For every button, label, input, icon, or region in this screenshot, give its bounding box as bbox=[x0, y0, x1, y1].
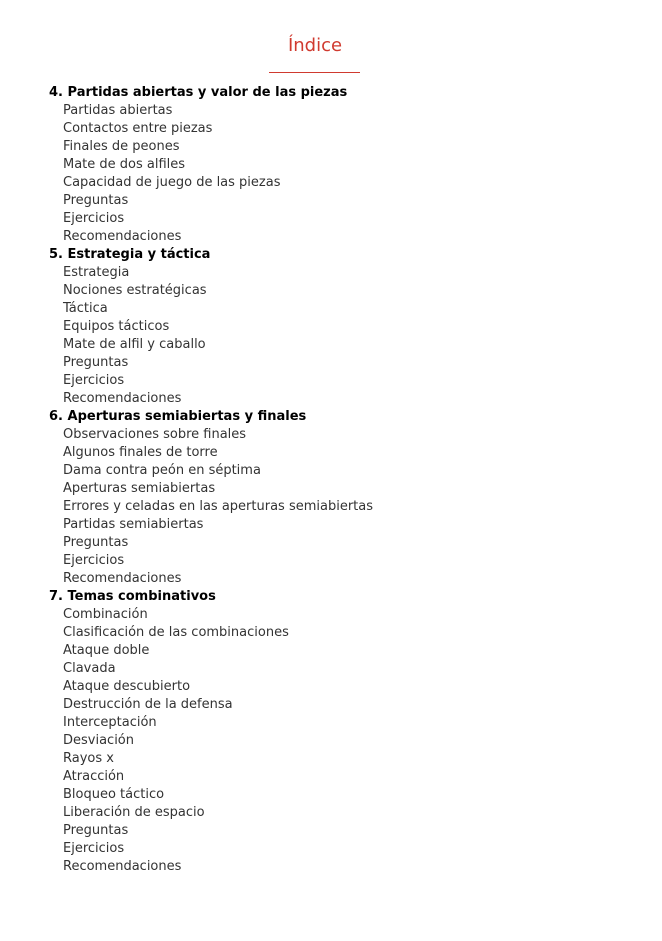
chapter bbox=[49, 588, 373, 876]
toc-entry[interactable]: Liberación de espacio bbox=[63, 805, 205, 820]
toc-entry[interactable]: Equipos tácticos bbox=[63, 319, 170, 334]
toc-entry[interactable]: Ejercicios bbox=[63, 553, 125, 568]
toc-entry[interactable]: Rayos x bbox=[63, 751, 114, 766]
toc-entry[interactable]: Preguntas bbox=[63, 823, 129, 838]
toc-entry[interactable]: Contactos entre piezas bbox=[63, 121, 213, 136]
toc-entry[interactable]: Ejercicios bbox=[63, 841, 125, 856]
section-list bbox=[49, 426, 373, 588]
toc-entry[interactable]: Bloqueo táctico bbox=[63, 787, 165, 802]
toc-entry[interactable]: Táctica bbox=[63, 301, 108, 316]
toc-entry[interactable]: Recomendaciones bbox=[63, 859, 182, 874]
page-title: Índice bbox=[287, 35, 343, 56]
toc-entry[interactable]: Mate de dos alfiles bbox=[63, 157, 186, 172]
toc-entry[interactable]: Mate de alfil y caballo bbox=[63, 337, 206, 352]
toc-entry[interactable]: Ejercicios bbox=[63, 373, 125, 388]
toc-entry[interactable]: Recomendaciones bbox=[63, 391, 182, 406]
section-list bbox=[49, 606, 373, 876]
chapter bbox=[49, 84, 373, 246]
toc-entry[interactable]: Desviación bbox=[63, 733, 135, 748]
toc-entry[interactable]: Nociones estratégicas bbox=[63, 283, 207, 298]
toc-entry[interactable]: Dama contra peón en séptima bbox=[63, 463, 261, 478]
chapter-heading[interactable]: 7. Temas combinativos bbox=[49, 589, 216, 604]
chapter bbox=[49, 408, 373, 588]
toc-entry[interactable]: Partidas semiabiertas bbox=[63, 517, 204, 532]
toc-entry[interactable]: Destrucción de la defensa bbox=[63, 697, 233, 712]
toc-entry[interactable]: Ejercicios bbox=[63, 211, 125, 226]
toc-entry[interactable]: Errores y celadas en las aperturas semiabiertas bbox=[63, 499, 374, 514]
toc-entry[interactable]: Ataque doble bbox=[63, 643, 150, 658]
toc-entry[interactable]: Ataque descubierto bbox=[63, 679, 191, 694]
chapter bbox=[49, 246, 373, 408]
toc-entry[interactable]: Aperturas semiabiertas bbox=[63, 481, 216, 496]
chapter-heading[interactable]: 5. Estrategia y táctica bbox=[49, 247, 211, 262]
toc-entry[interactable]: Algunos finales de torre bbox=[63, 445, 218, 460]
toc-entry[interactable]: Clasificación de las combinaciones bbox=[63, 625, 289, 640]
toc-entry[interactable]: Estrategia bbox=[63, 265, 130, 280]
toc-entry[interactable]: Interceptación bbox=[63, 715, 157, 730]
toc-entry[interactable]: Atracción bbox=[63, 769, 125, 784]
chapter-heading[interactable]: 6. Aperturas semiabiertas y finales bbox=[49, 409, 307, 424]
toc-entry[interactable]: Recomendaciones bbox=[63, 229, 182, 244]
toc-entry[interactable]: Preguntas bbox=[63, 193, 129, 208]
toc-entry[interactable]: Finales de peones bbox=[63, 139, 180, 154]
chapter-heading[interactable]: 4. Partidas abiertas y valor de las piezas bbox=[49, 85, 348, 100]
toc-entry[interactable]: Recomendaciones bbox=[63, 571, 182, 586]
toc-entry[interactable]: Combinación bbox=[63, 607, 148, 622]
toc-entry[interactable]: Preguntas bbox=[63, 355, 129, 370]
title-divider bbox=[269, 72, 360, 73]
toc-entry[interactable]: Clavada bbox=[63, 661, 116, 676]
section-list bbox=[49, 102, 373, 246]
toc-entry[interactable]: Partidas abiertas bbox=[63, 103, 173, 118]
table-of-contents bbox=[49, 84, 373, 876]
section-list bbox=[49, 264, 373, 408]
toc-entry[interactable]: Preguntas bbox=[63, 535, 129, 550]
toc-entry[interactable]: Observaciones sobre finales bbox=[63, 427, 247, 442]
toc-entry[interactable]: Capacidad de juego de las piezas bbox=[63, 175, 281, 190]
